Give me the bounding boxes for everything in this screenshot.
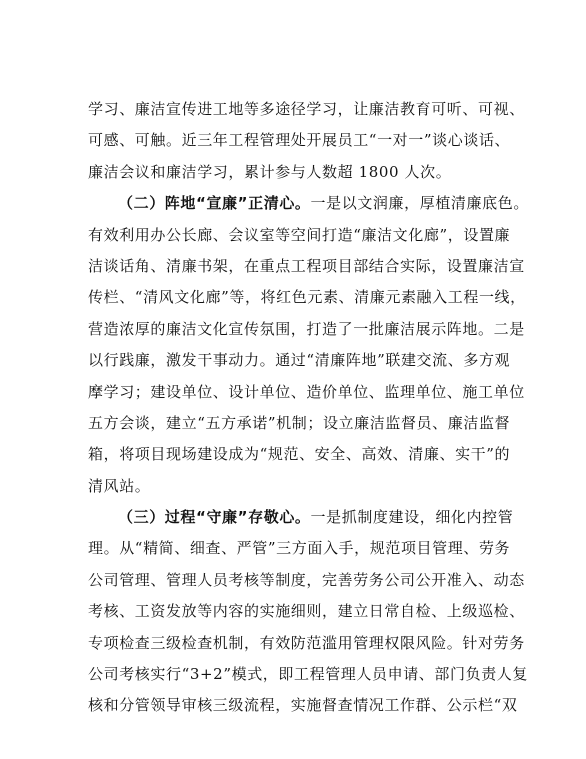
text-line: 学习、廉洁宣传进工地等多途径学习，让廉洁教育可听、可视、 — [88, 100, 525, 118]
text-run: 一是以文润廉，厚植清廉底色。 — [310, 194, 529, 213]
body-text — [88, 94, 529, 722]
text-run: 一是抓制度建设，细化内控管 — [310, 508, 514, 527]
text-line: 公司管理、管理人员考核等制度，完善劳务公司公开准入、动态 — [88, 570, 525, 589]
text-line — [88, 188, 529, 219]
text-line: 营造浓厚的廉洁文化宣传氛围，打造了一批廉洁展示阵地。二是 — [88, 319, 525, 338]
section-heading: （二）阵地“宣廉”正清心。 — [118, 194, 311, 213]
text-line: 有效利用办公长廊、会议室等空间打造“廉洁文化廊”，设置廉 — [88, 225, 511, 244]
text-line: 箱，将项目现场建设成为“规范、安全、高效、清廉、实干”的 — [88, 445, 511, 464]
text-line: 廉洁会议和廉洁学习，累计参与人数超 1800 人次。 — [88, 162, 452, 181]
text-line: 五方会谈，建立“五方承诺”机制；设立廉洁监督员、廉洁监督 — [88, 413, 511, 432]
text-line: 可感、可触。近三年工程管理处开展员工“一对一”谈心谈话、 — [88, 131, 511, 150]
text-line: 洁谈话角、清廉书架，在重点工程项目部结合实际，设置廉洁宣 — [88, 256, 525, 275]
section-heading: （三）过程“守廉”存敬心。 — [118, 508, 311, 527]
text-line: 传栏、“清风文化廊”等，将红色元素、清廉元素融入工程一线， — [88, 288, 526, 307]
text-line — [88, 502, 514, 533]
text-line: 摩学习；建设单位、设计单位、造价单位、监理单位、施工单位 — [88, 382, 525, 401]
text-line: 核和分管领导审核三级流程，实施督查情况工作群、公示栏“双 — [88, 696, 518, 715]
text-line: 理。从“精简、细查、严管”三方面入手，规范项目管理、劳务 — [88, 539, 511, 558]
text-line: 以行践廉，激发干事动力。通过“清廉阵地”联建交流、多方观 — [88, 351, 511, 370]
text-line: 公司考核实行“3+2”模式，即工程管理人员申请、部门负责人复 — [88, 665, 528, 684]
text-line: 专项检查三级检查机制，有效防范滥用管理权限风险。针对劳务 — [88, 633, 525, 652]
text-line: 考核、工资发放等内容的实施细则，建立日常自检、上级巡检、 — [88, 602, 525, 621]
text-line: 清风站。 — [88, 476, 151, 495]
